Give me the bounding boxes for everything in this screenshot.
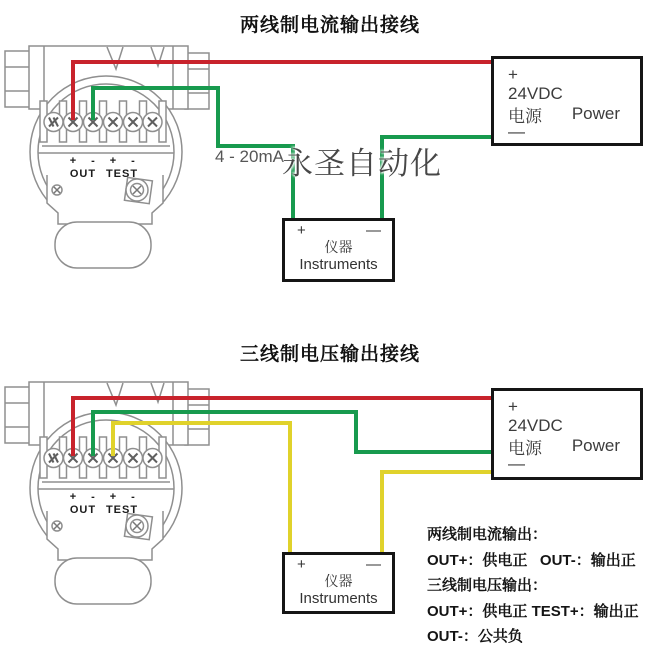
- svg-text:-: -: [131, 155, 135, 167]
- transmitter-drawing-bottom: [5, 382, 209, 604]
- power-supply-box-top: [491, 56, 643, 146]
- svg-text:+: +: [109, 491, 117, 503]
- instrument-minus-terminal: —: [366, 556, 381, 573]
- svg-text:+: +: [69, 491, 77, 503]
- diagram-title-two-wire: 两线制电流输出接线: [239, 15, 420, 36]
- diagram-title-three-wire: 三线制电压输出接线: [239, 344, 420, 365]
- svg-text:+: +: [69, 155, 77, 167]
- svg-text:-: -: [91, 491, 95, 503]
- power-plus-terminal: +: [508, 65, 518, 84]
- wiring-notes: [427, 522, 639, 650]
- note-line: OUT+：供电正 OUT-：输出正: [427, 551, 636, 569]
- transmitter-drawing-top: [5, 46, 209, 268]
- instrument-box-top: [282, 218, 395, 282]
- svg-text:TEST: TEST: [105, 168, 139, 180]
- instrument-label-en: Instruments: [299, 256, 378, 273]
- svg-text:OUT: OUT: [69, 504, 97, 516]
- note-line: 两线制电流输出：: [427, 526, 548, 543]
- power-label-cn: 电源: [508, 438, 542, 458]
- instrument-label-en: Instruments: [299, 590, 378, 607]
- instrument-label-cn: 仪器: [324, 239, 353, 255]
- instrument-minus-terminal: —: [366, 222, 381, 239]
- svg-text:-: -: [131, 491, 135, 503]
- power-supply-box-bottom: [491, 388, 643, 480]
- svg-text:OUT: OUT: [69, 168, 97, 180]
- note-line: OUT+：供电正 TEST+：输出正: [427, 602, 639, 620]
- instrument-box-bottom: [282, 552, 395, 614]
- power-minus-terminal: —: [508, 454, 525, 473]
- signal-range-label: 4 - 20mA: [215, 147, 284, 166]
- power-voltage-label: 24VDC: [508, 84, 563, 103]
- power-label-cn: 电源: [508, 106, 542, 126]
- instrument-label-cn: 仪器: [324, 573, 353, 589]
- svg-text:+: +: [109, 155, 117, 167]
- svg-text:-: -: [91, 155, 95, 167]
- note-line: OUT-：公共负: [427, 628, 523, 646]
- instrument-plus-terminal: +: [297, 556, 306, 573]
- power-plus-terminal: +: [508, 397, 518, 416]
- instrument-plus-terminal: +: [297, 222, 306, 239]
- power-voltage-label: 24VDC: [508, 416, 563, 435]
- note-line: 三线制电压输出：: [427, 577, 548, 595]
- power-minus-terminal: —: [508, 122, 525, 141]
- watermark-text: 永圣自动化: [282, 146, 442, 181]
- svg-text:TEST: TEST: [105, 504, 139, 516]
- power-label-en: Power: [571, 104, 620, 123]
- power-label-en: Power: [571, 436, 620, 455]
